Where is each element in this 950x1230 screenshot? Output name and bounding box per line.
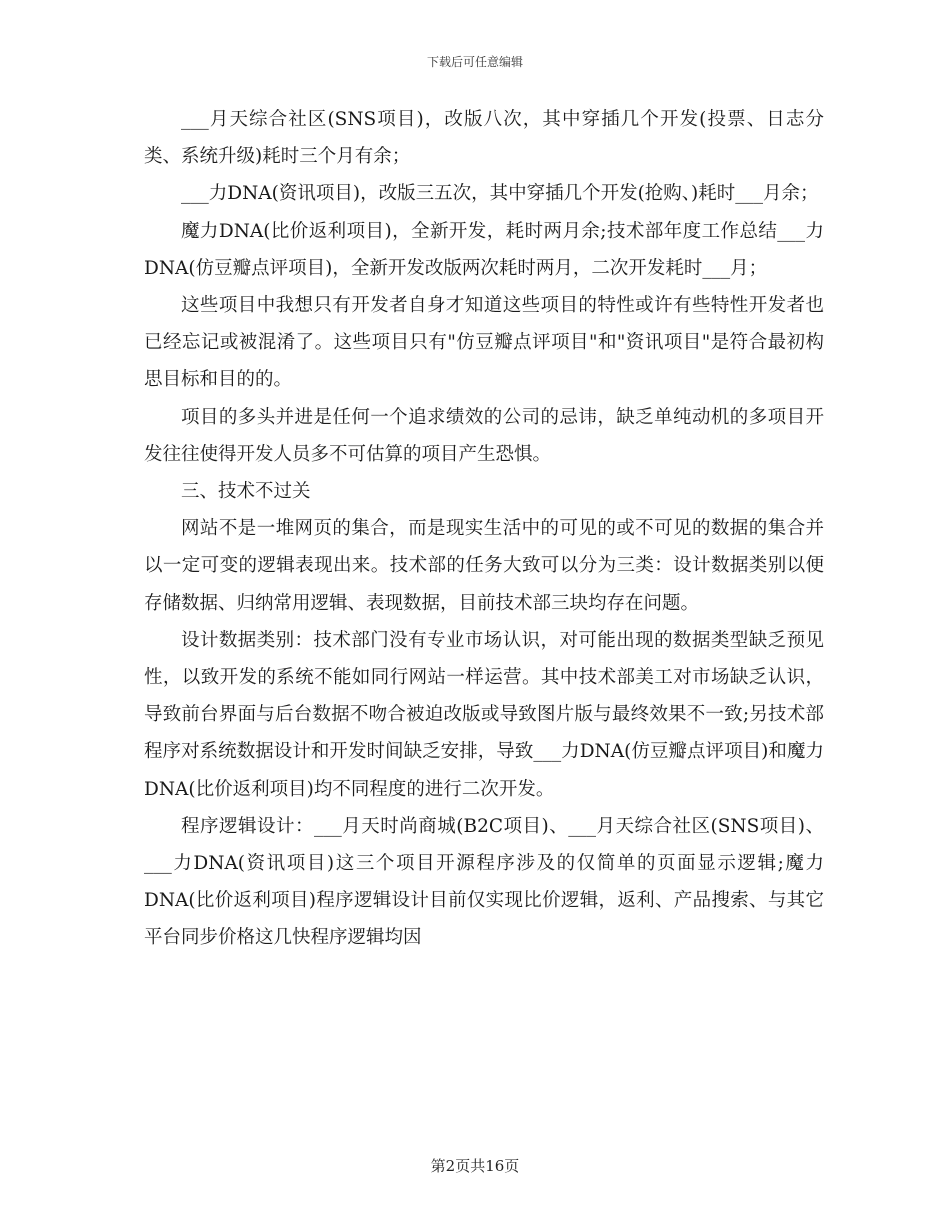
document-body bbox=[144, 101, 824, 957]
paragraph-website-data: 网站不是一堆网页的集合，而是现实生活中的可见的或不可见的数据的集合并以一定可变的逻辑表现出来。技术部的任务大致可以分为三类：设计数据类别以便存储数据、归纳常用逻辑、表现数据，目前技术部三块均存在问题。 bbox=[144, 518, 824, 614]
page-number: 第2页共16页 bbox=[430, 1157, 520, 1175]
section-heading-tech: 三、技术不过关 bbox=[181, 481, 311, 503]
paragraph-logic-design: 程序逻辑设计：___月天时尚商城(B2C项目)、___月天综合社区(SNS项目)、___力DNA(资讯项目)这三个项目开源程序涉及的仅简单的页面显示逻辑;魔力DNA(比价返利项目)程序逻辑设计目前仅实现比价逻辑，返利、产品搜索、与其它平台同步价格这几快程序逻辑均因 bbox=[144, 815, 824, 949]
paragraph-rebate-project: 魔力DNA(比价返利项目)，全新开发，耗时两月余;技术部年度工作总结___力DNA(仿豆瓣点评项目)，全新开发改版两次耗时两月，二次开发耗时___月； bbox=[144, 220, 824, 279]
paragraph-multi-project: 项目的多头并进是任何一个追求绩效的公司的忌讳，缺乏单纯动机的多项目开发往往使得开发人员多不可估算的项目产生恐惧。 bbox=[144, 406, 824, 465]
page-header: 下载后可任意编辑 bbox=[426, 55, 523, 69]
paragraph-news-project: ___力DNA(资讯项目)，改版三五次，其中穿插几个开发(抢购、)耗时___月余； bbox=[181, 183, 819, 205]
paragraph-sns-project: ___月天综合社区(SNS项目)，改版八次，其中穿插几个开发(投票、日志分类、系统升级)耗时三个月有余； bbox=[144, 109, 824, 168]
paragraph-data-design: 设计数据类别：技术部门没有专业市场认识，对可能出现的数据类型缺乏预见性，以致开发的系统不能如同行网站一样运营。其中技术部美工对市场缺乏认识，导致前台界面与后台数据不吻合被迫改版或导致图片版与最终效果不一致;另技术部程序对系统数据设计和开发时间缺乏安排，导致___力DNA(仿豆瓣点评项目)和魔力DNA(比价返利项目)均不同程度的进行二次开发。 bbox=[144, 629, 824, 800]
paragraph-project-features: 这些项目中我想只有开发者自身才知道这些项目的特性或许有些特性开发者也已经忘记或被混淆了。这些项目只有"仿豆瓣点评项目"和"资讯项目"是符合最初构思目标和目的的。 bbox=[144, 295, 824, 391]
